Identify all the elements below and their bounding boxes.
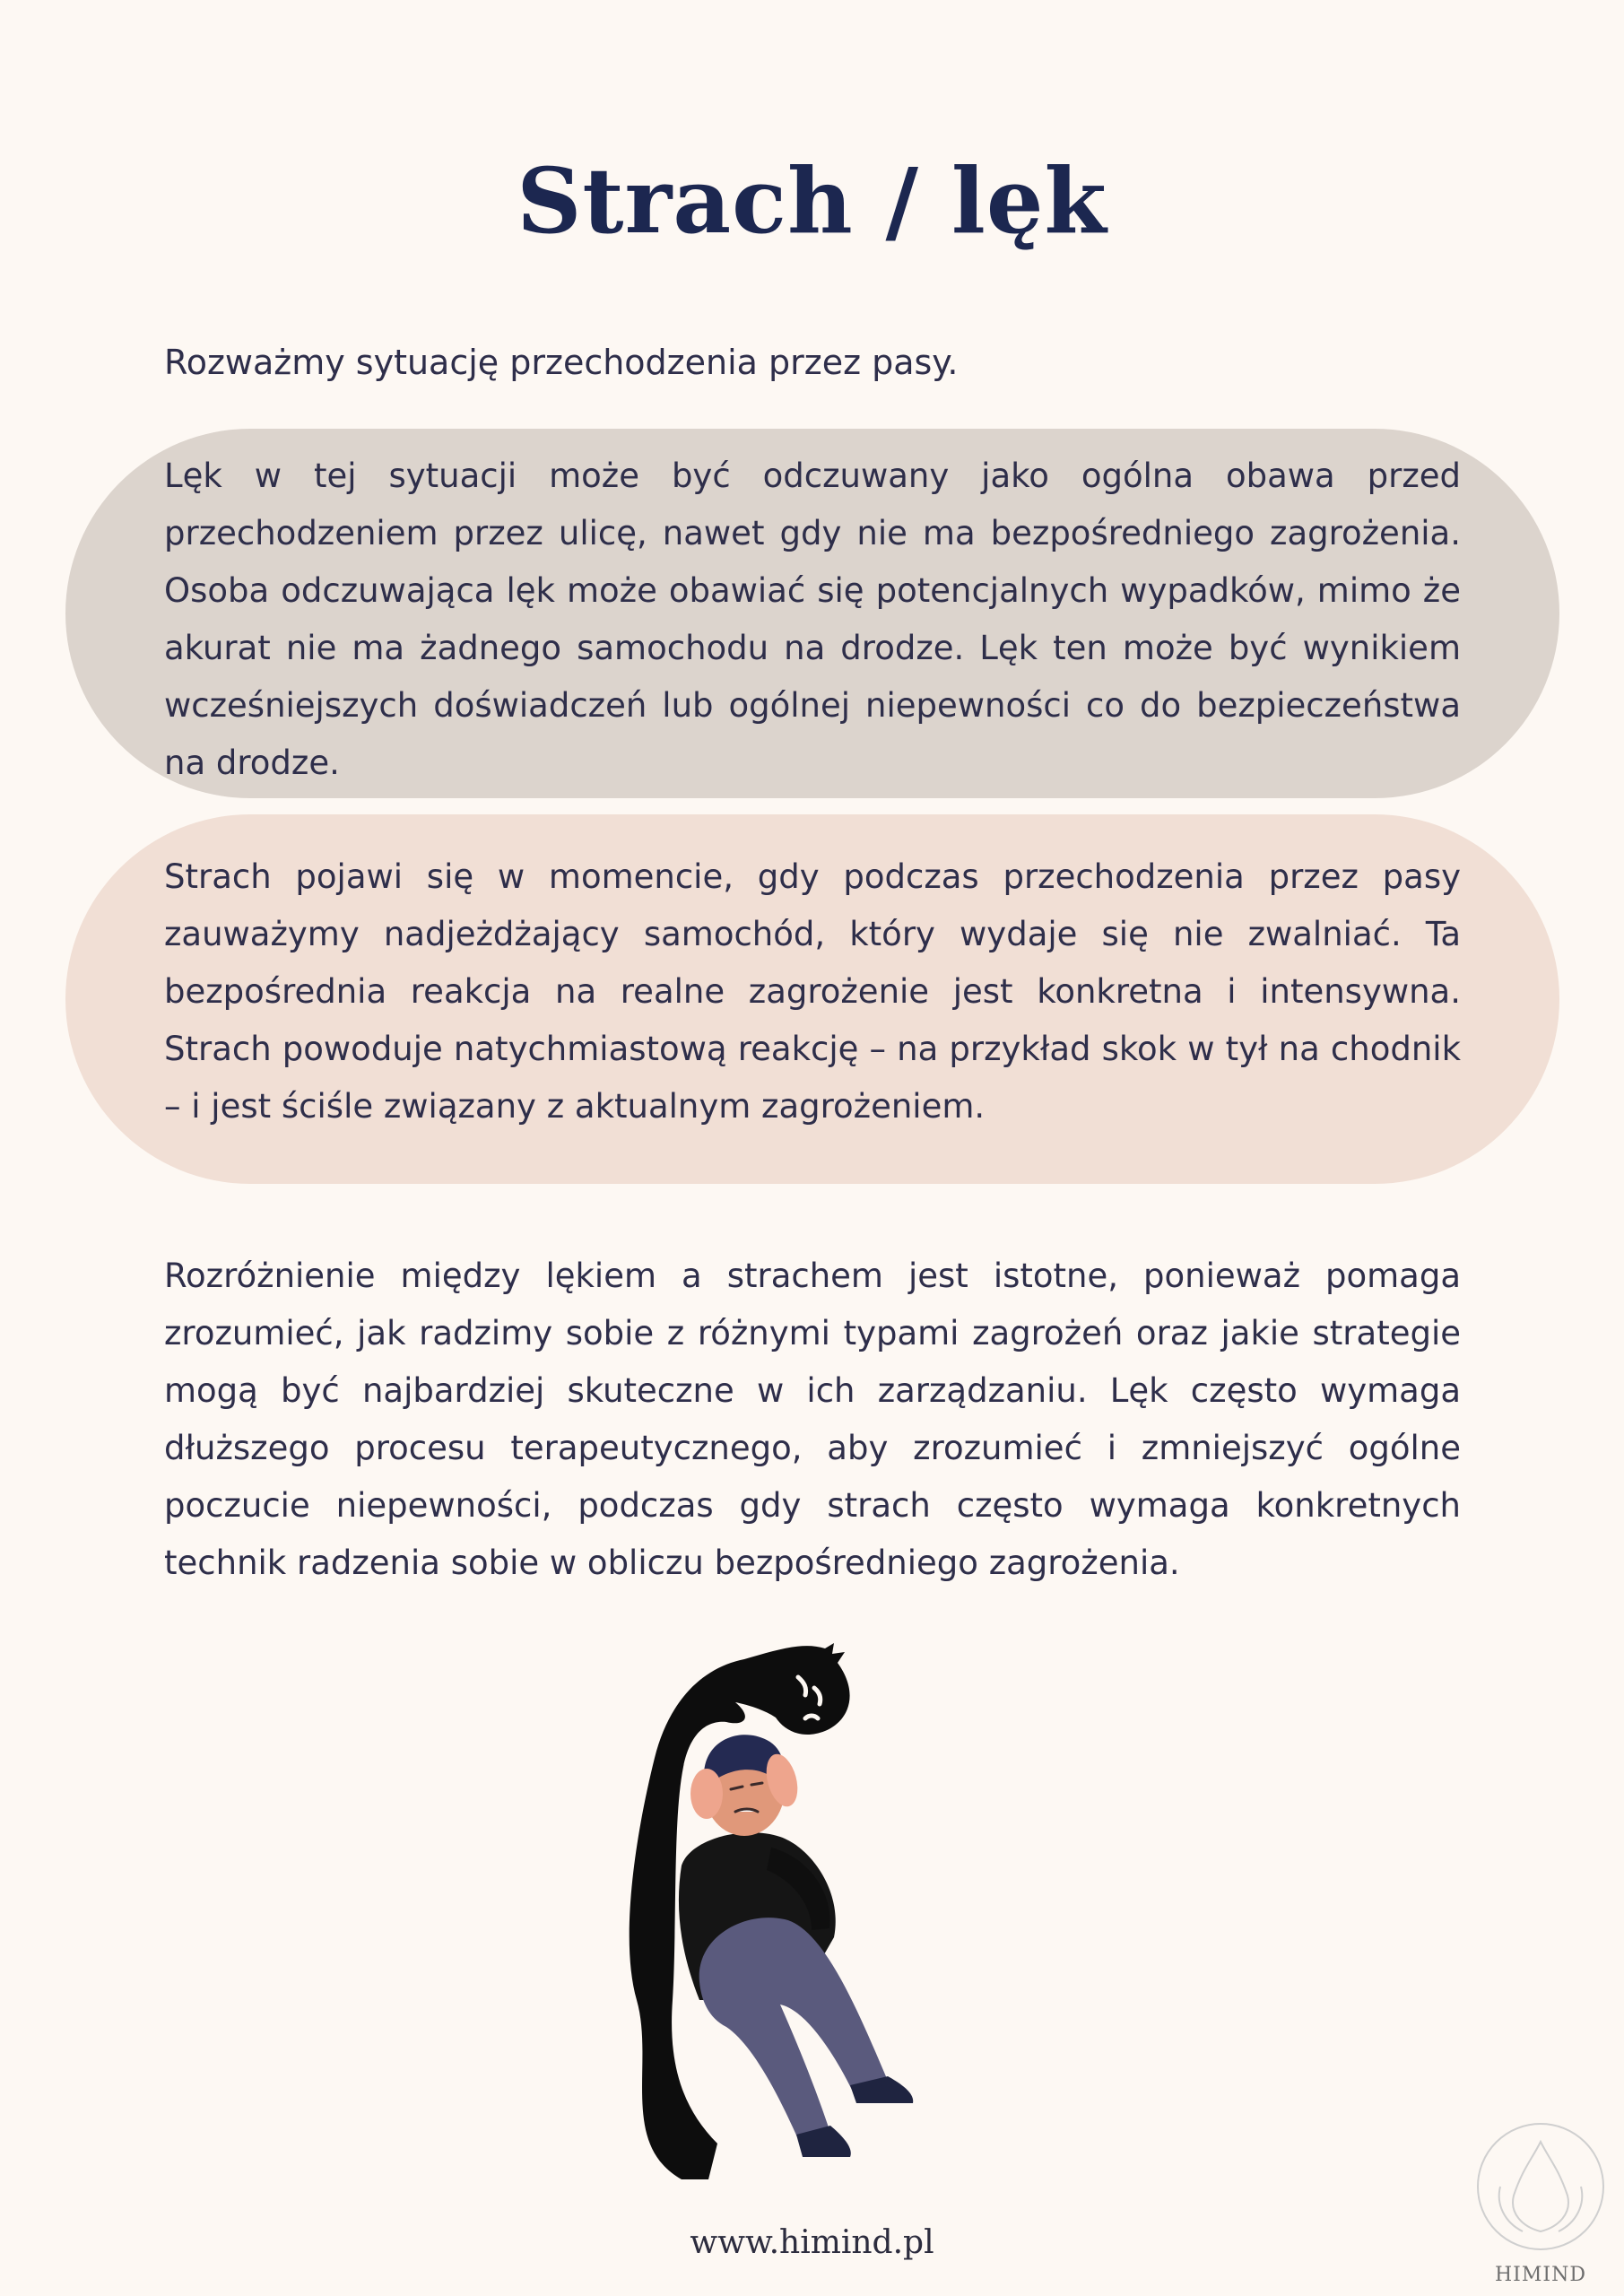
anxious-person-illustration bbox=[619, 1641, 1040, 2179]
fear-description: Strach pojawi się w momencie, gdy podczas przechodzenia przez pasy zauważymy nadjeżdżający samochód, który wydaje się nie zwalniać. Ta bezpośrednia reakcja na realne zagrożenie jest konkretna i intensywna. Strach powoduje natychmiastową reakcję – na przykład skok w tył na chodnik – i jest ściśle związany z aktualnym zagrożeniem. bbox=[164, 857, 1461, 1126]
conclusion-text: Rozróżnienie między lękiem a strachem jest istotne, ponieważ pomaga zrozumieć, jak radzimy sobie z różnymi typami zagrożeń oraz jakie strategie mogą być najbardziej skuteczne w ich zarządzaniu. Lęk często wymaga dłuższego procesu terapeutycznego, aby zrozumieć i zmniejszyć ogólne poczucie niepewności, podczas gdy strach często wymaga konkretnych technik radzenia sobie w obliczu bezpośredniego zagrożenia. bbox=[164, 1257, 1461, 1582]
logo-text: HIMIND bbox=[1495, 2264, 1586, 2286]
footer-url[interactable]: www.himind.pl bbox=[690, 2224, 934, 2261]
page-title: Strach / lęk bbox=[517, 148, 1107, 254]
anxiety-description: Lęk w tej sytuacji może być odczuwany jako ogólna obawa przed przechodzeniem przez ulicę, nawet gdy nie ma bezpośredniego zagrożenia. Osoba odczuwająca lęk może obawiać się potencjalnych wypadków, mimo że akurat nie ma żadnego samochodu na drodze. Lęk ten może być wynikiem wcześniejszych doświadczeń lub ogólnej niepewności co do bezpieczeństwa na drodze. bbox=[164, 457, 1461, 782]
person-legs bbox=[699, 1918, 888, 2139]
intro-text: Rozważmy sytuację przechodzenia przez pasy. bbox=[164, 343, 959, 382]
himind-logo-icon bbox=[1469, 2115, 1612, 2285]
